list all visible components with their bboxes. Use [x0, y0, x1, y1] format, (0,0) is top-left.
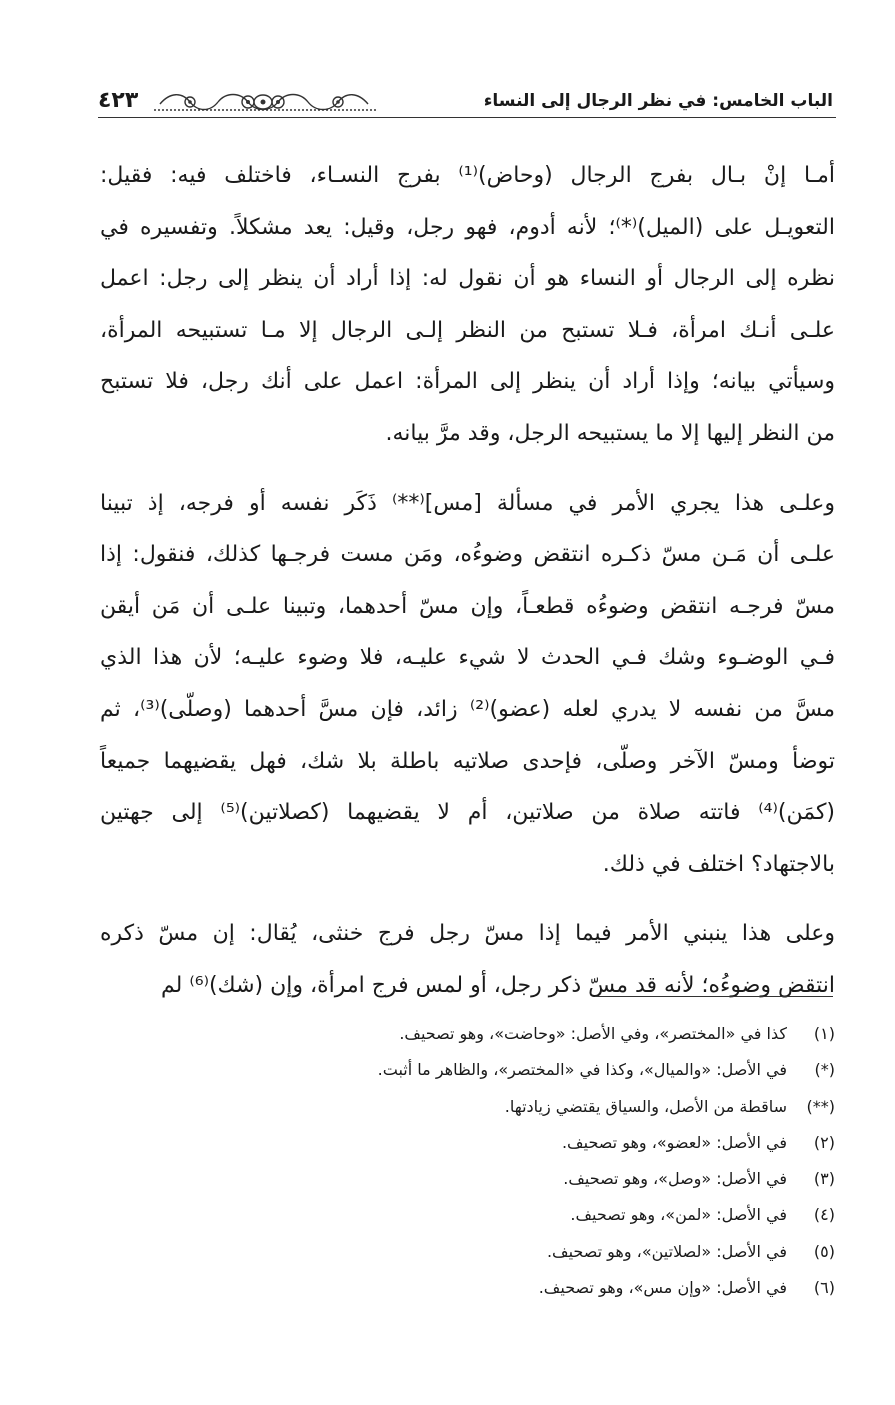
text-line: وعلـى هذا يجري الأمر في مسألة [مس]⁽**⁾ ذَكَر نفسه أو فرجه، إذ تبينا	[100, 490, 835, 516]
footnote	[100, 1234, 835, 1270]
chapter-title: الباب الخامس: في نظر الرجال إلى النساء	[483, 91, 833, 111]
footnote-marker: (*)	[814, 1060, 835, 1080]
header-rule	[98, 117, 836, 118]
text-line: التعويـل على (الميل)⁽*⁾؛ لأنه أدوم، فهو رجل، وقيل: يعد مشكلاً. وتفسيره في	[100, 214, 835, 240]
footnote	[100, 1125, 835, 1161]
footnote	[100, 1052, 835, 1088]
text-line: وسيأتي بيانه؛ وإذا أراد أن ينظر إلى المرأة: اعمل على أنك رجل، فلا تستبح	[100, 369, 835, 395]
footnote	[100, 1270, 835, 1306]
footnote-text: ساقطة من الأصل، والسياق يقتضي زيادتها.	[504, 1096, 787, 1116]
running-header	[98, 86, 833, 118]
footnote-marker: (١)	[813, 1024, 835, 1043]
footnote	[100, 1016, 835, 1052]
text-line: توضأ ومسّ الآخر وصلّى، فإحدى صلاتيه باطلة بلا شك، فهل يقضيهما جميعاً	[100, 748, 835, 774]
paragraph	[100, 150, 835, 460]
text-line: نظره إلى الرجال أو النساء هو أن نقول له: إذا أراد أن ينظر إلى رجل: اعمل	[100, 266, 835, 292]
text-line: بالاجتهاد؟ اختلف في ذلك.	[602, 851, 835, 877]
footnotes	[100, 1016, 835, 1306]
main-text	[100, 150, 835, 1030]
footnote-text: كذا في «المختصر»، وفي الأصل: «وحاضت»، وهو تصحيف.	[399, 1024, 787, 1043]
footnote-text: في الأصل: «لمن»، وهو تصحيف.	[570, 1205, 787, 1225]
footnote-marker: (٥)	[813, 1241, 835, 1261]
text-line: (كمَن)⁽⁴⁾ فاتته صلاة من صلاتين، أم لا يقضيهما (كصلاتين)⁽⁵⁾ إلى جهتين	[100, 800, 836, 826]
footnote-text: في الأصل: «والميال»، وكذا في «المختصر»، والظاهر ما أثبت.	[377, 1060, 787, 1080]
text-line: علـى أنـك امرأة، فـلا تستبح من النظر إلـى الرجال إلا مـا تستبيحه المرأة،	[100, 317, 835, 343]
text-line: مسَّ من نفسه لا يدري لعله (عضو)⁽²⁾ زائد، فإن مسَّ أحدهما (وصلّى)⁽³⁾، ثم	[100, 696, 835, 722]
footnote-separator	[595, 996, 833, 997]
footnote	[100, 1197, 835, 1233]
text-line: علـى أن مَـن مسّ ذكـره انتقض وضوءُه، ومَن مست فرجـها كذلك، فنقول: إذا	[100, 542, 835, 568]
footnote	[100, 1089, 835, 1125]
ornament-divider-icon	[150, 90, 380, 116]
page-number: ٤٢٣	[98, 88, 139, 113]
footnote-marker: (٤)	[813, 1205, 835, 1225]
text-line: انتقض وضوءُه؛ لأنه قد مسّ ذكر رجل، أو لمس فرج امرأة، وإن (شك)⁽⁶⁾ لم	[160, 972, 835, 998]
text-line: فـي الوضـوء وشك فـي الحدث لا شيء عليـه، فلا وضوء عليـه؛ لأن هذا الذي	[100, 645, 835, 671]
footnote-text: في الأصل: «لصلاتين»، وهو تصحيف.	[546, 1241, 787, 1261]
text-line: مسّ فرجـه انتقض وضوءُه قطعـاً، وإن مسّ أحدهما، وتبينا علـى أن مَن أيقن	[100, 593, 835, 619]
footnote-text: في الأصل: «وإن مس»، وهو تصحيف.	[538, 1278, 787, 1298]
footnote-marker: (٣)	[813, 1169, 835, 1189]
footnote-marker: (٢)	[813, 1132, 835, 1152]
text-line: أمـا إنْ بـال بفرج الرجال (وحاض)⁽¹⁾ بفرج النسـاء، فاختلف فيه: فقيل:	[100, 163, 836, 188]
paragraph	[100, 478, 835, 891]
footnote-marker: (**)	[806, 1096, 835, 1116]
text-line: من النظر إليها إلا ما يستبيحه الرجل، وقد مرَّ بيانه.	[385, 420, 835, 446]
text-line: وعلى هذا ينبني الأمر فيما إذا مسّ رجل فرج خنثى، يُقال: إن مسّ ذكره	[100, 921, 835, 947]
footnote-marker: (٦)	[813, 1278, 835, 1298]
footnote	[100, 1161, 835, 1197]
footnote-text: في الأصل: «لعضو»، وهو تصحيف.	[561, 1132, 787, 1152]
footnote-text: في الأصل: «وصل»، وهو تصحيف.	[563, 1169, 787, 1189]
